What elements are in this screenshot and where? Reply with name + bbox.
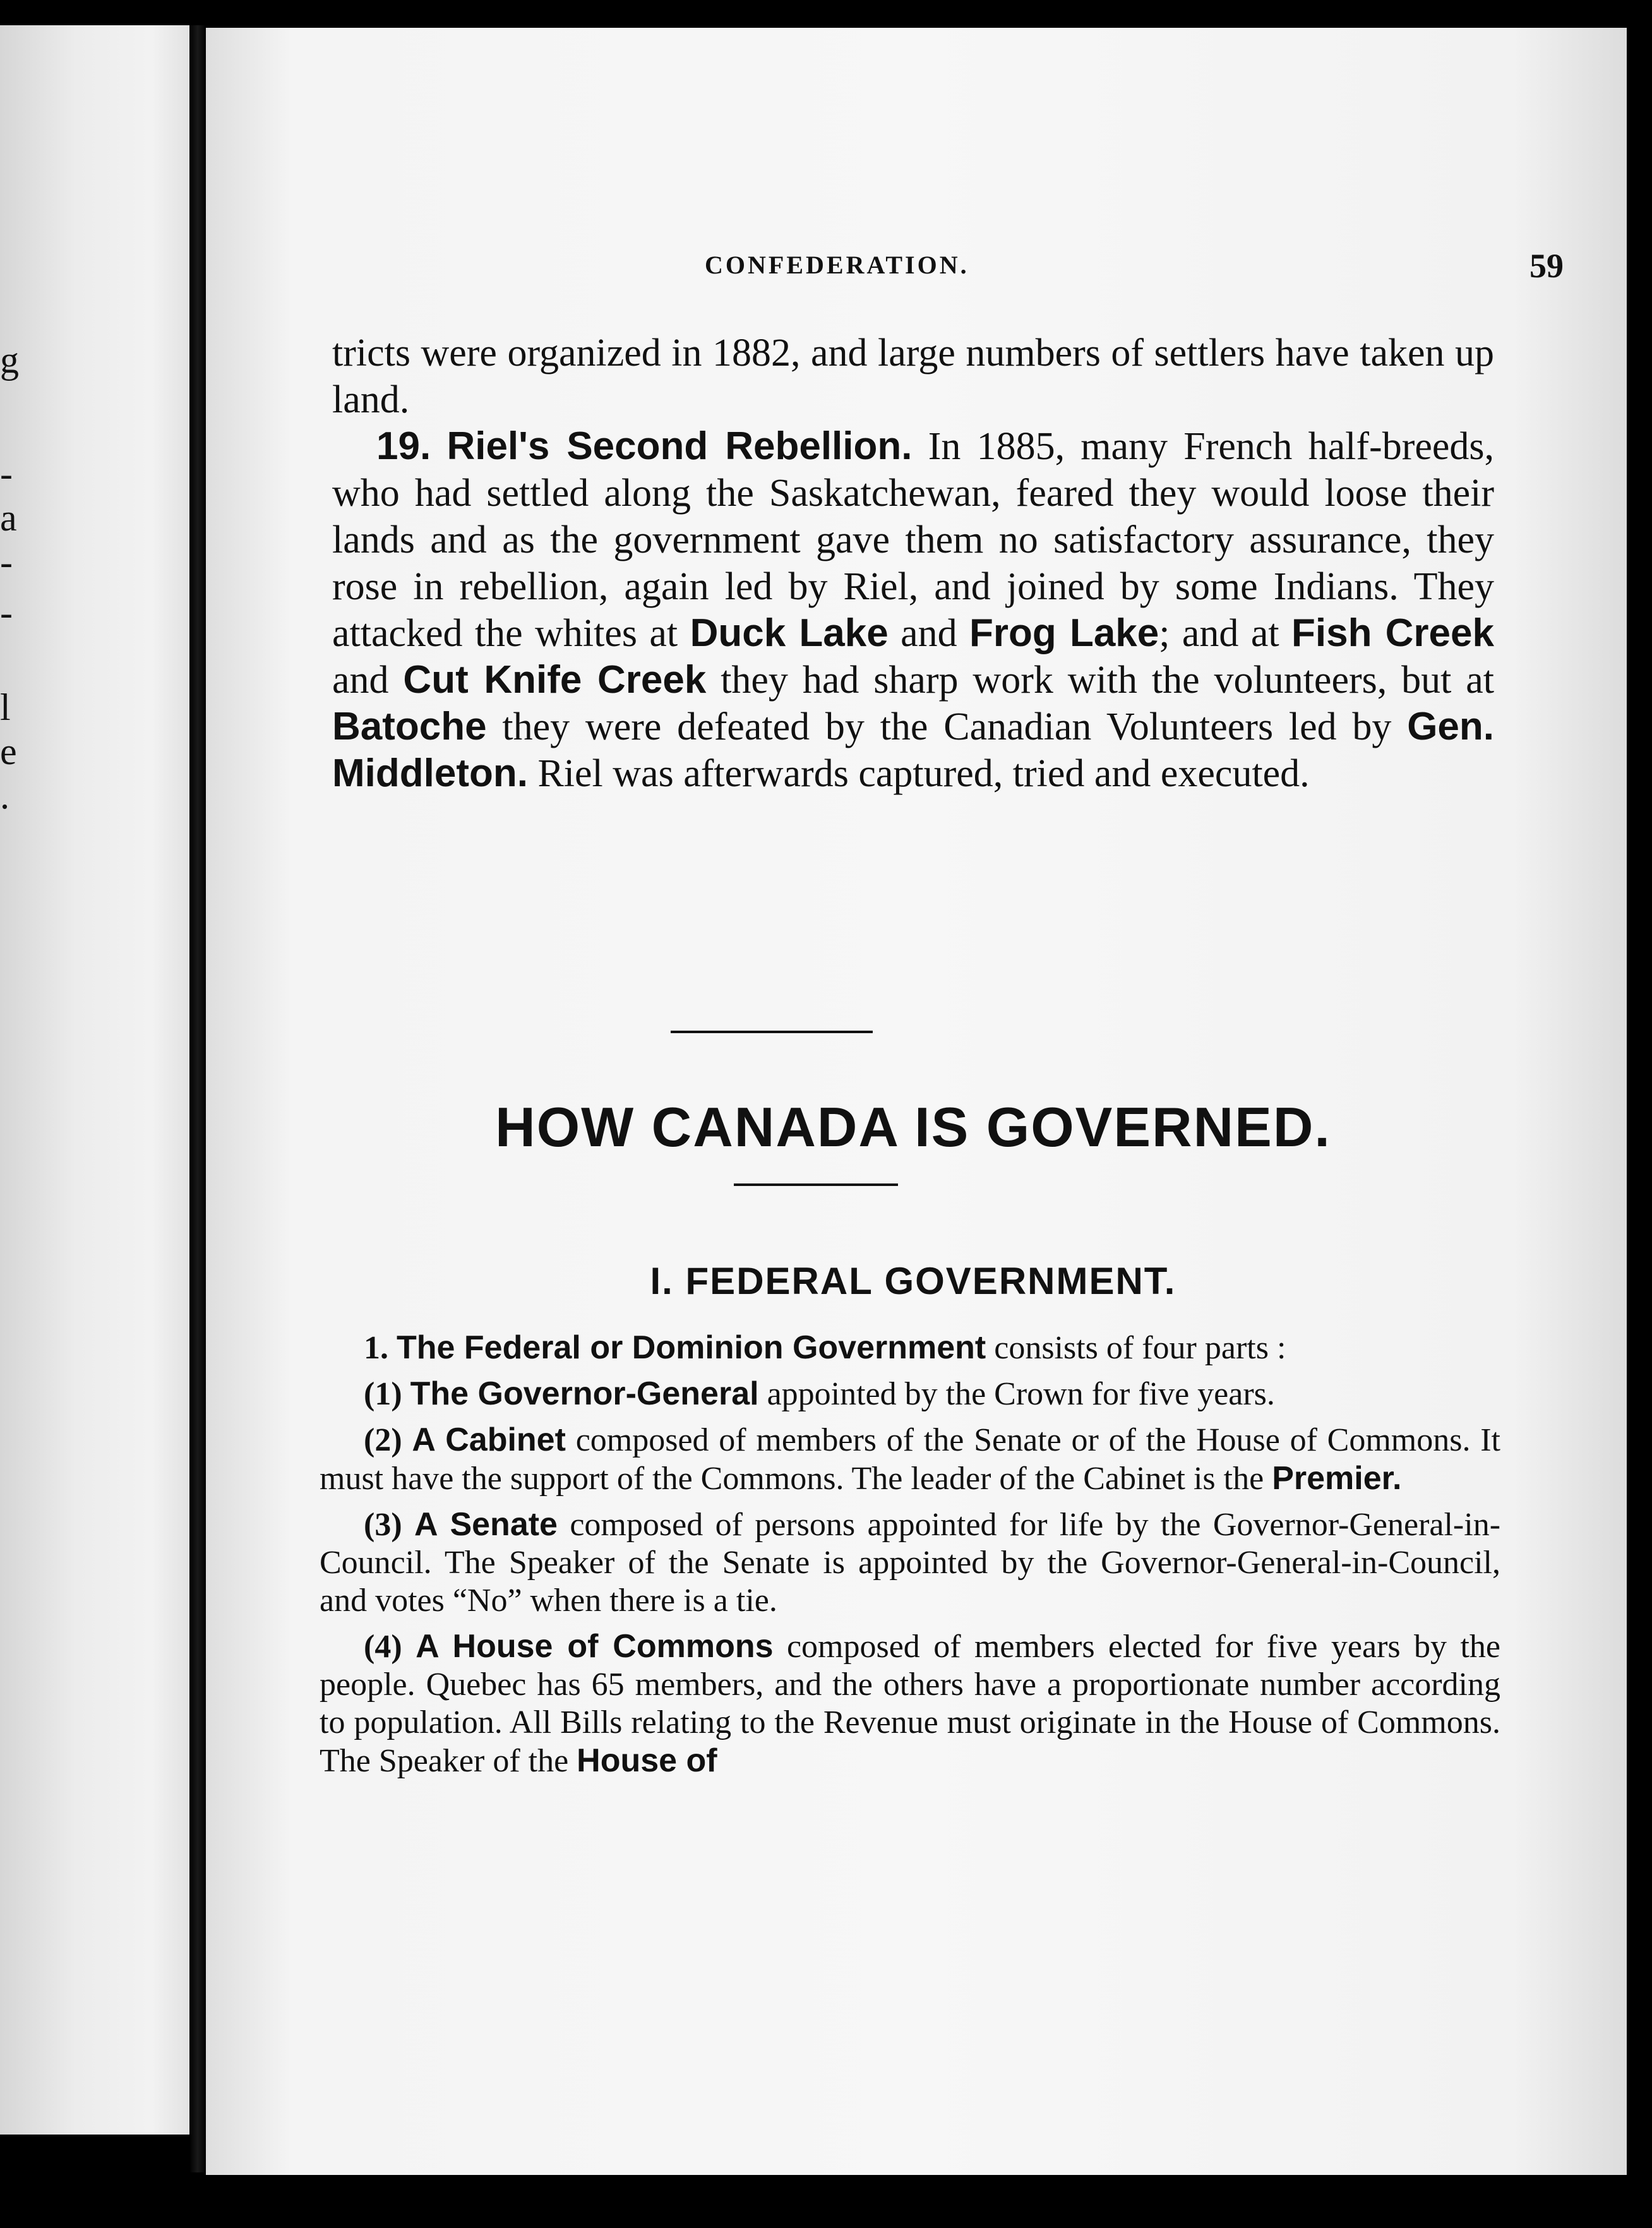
facing-page-fragment: e xyxy=(0,731,17,772)
chapter-heading: HOW CANADA IS GOVERNED. xyxy=(495,1096,1331,1158)
paragraph-text: composed of members of the Senate or of the House of Commons. It must have the support of the Commons. The leader of the Cabinet is the xyxy=(320,1422,1500,1497)
paragraph-text: consists of four parts : xyxy=(986,1330,1286,1366)
bold-term: A House of Commons xyxy=(416,1628,774,1665)
section-title: Riel's Second Rebellion. xyxy=(446,424,913,468)
section-heading: I. FEDERAL GOVERNMENT. xyxy=(650,1260,1176,1302)
item-number: (2) xyxy=(364,1422,402,1458)
facing-page-fragment: - xyxy=(0,592,13,633)
bold-term: A Senate xyxy=(414,1506,558,1543)
facing-page-fragment: - xyxy=(0,453,13,494)
facing-page-fragment: - xyxy=(0,541,13,583)
bold-term: The Governor-General xyxy=(410,1375,759,1412)
divider-rule xyxy=(734,1183,898,1186)
paragraph-text: Riel was afterwards captured, tried and executed. xyxy=(527,752,1310,795)
paragraph-text: they had sharp work with the volunteers, but at xyxy=(706,659,1494,702)
place-name: Frog Lake xyxy=(969,611,1159,655)
place-name: Fish Creek xyxy=(1291,611,1494,655)
paragraph-text: composed of persons appointed for life by the Governor-General-in-Council. The Speaker of the Senate is appointed by the Governor-General-in-Council, and votes “No” when there is a tie. xyxy=(320,1507,1501,1619)
paragraph-text: appointed by the Crown for five years. xyxy=(758,1376,1275,1412)
facing-page-fragment: . xyxy=(0,775,9,817)
continuation-paragraph: tricts were organized in 1882, and large numbers of settlers have taken up land. xyxy=(332,332,1494,421)
page-number: 59 xyxy=(1529,247,1564,285)
paragraph-text: they were defeated by the Canadian Volunteers led by xyxy=(486,705,1408,748)
book-page xyxy=(206,28,1627,2175)
part-paragraph xyxy=(320,1375,1500,1413)
facing-page-fragment: a xyxy=(0,497,17,539)
section-19-text xyxy=(332,330,1494,797)
item-number: (4) xyxy=(364,1629,402,1665)
paragraph-text: ; and at xyxy=(1159,612,1292,655)
paragraph-text: composed of members elected for five years by the people. Quebec has 65 members, and the others have a proportionate number according to population. All Bills relating to the Revenue must originate in the House of Commons. The Speaker of the xyxy=(320,1629,1501,1779)
section-number: 19. xyxy=(376,424,431,468)
bold-term: Premier. xyxy=(1272,1460,1402,1497)
bold-term: A Cabinet xyxy=(412,1422,566,1458)
part-paragraph xyxy=(320,1421,1500,1498)
intro-paragraph xyxy=(320,1329,1500,1367)
bold-term: The Federal or Dominion Government xyxy=(397,1329,986,1366)
running-head xyxy=(705,247,1564,294)
paragraph-text: and xyxy=(888,612,970,655)
item-number: (1) xyxy=(364,1376,402,1412)
federal-government-text xyxy=(320,1329,1500,1788)
person-name: Gen. Middleton. xyxy=(332,705,1494,795)
facing-page-fragment: l xyxy=(0,686,11,728)
facing-page xyxy=(0,25,189,2135)
paragraph-text: In 1885, many French half-breeds, who had settled along the Saskatchewan, feared they would loose their lands and as the government gave them no satisfactory assurance, they rose in rebellion, again led by Riel, and joined by some Indians. They attacked the whites at xyxy=(332,425,1495,655)
bold-term: House of xyxy=(577,1742,717,1779)
place-name: Cut Knife Creek xyxy=(403,658,707,702)
rebellion-paragraph xyxy=(332,423,1494,797)
paragraph-text: and xyxy=(332,659,404,702)
part-paragraph xyxy=(320,1627,1500,1780)
place-name: Batoche xyxy=(332,705,487,748)
running-head-title: CONFEDERATION. xyxy=(705,251,969,279)
place-name: Duck Lake xyxy=(690,611,889,655)
item-number: (3) xyxy=(364,1507,402,1543)
book-gutter xyxy=(189,25,206,2172)
item-number: 1. xyxy=(364,1330,388,1366)
part-paragraph xyxy=(320,1506,1500,1620)
divider-rule xyxy=(671,1031,873,1033)
facing-page-fragment: g xyxy=(0,339,19,381)
